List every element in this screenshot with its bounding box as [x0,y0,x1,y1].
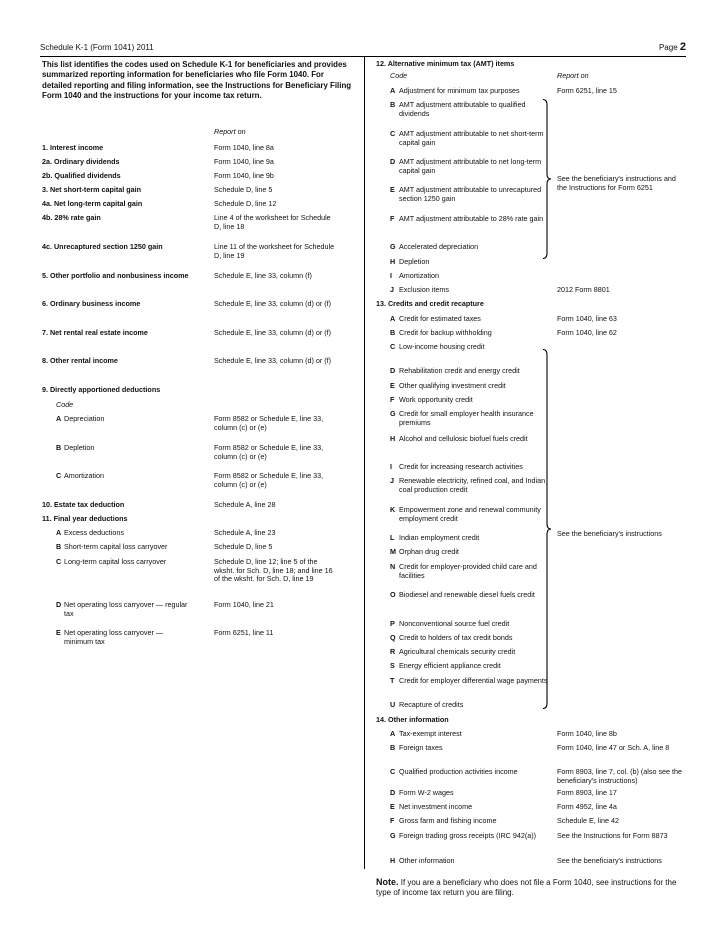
code-desc: Depletion [64,443,95,452]
note: Note. If you are a beneficiary who does not file a Form 1040, see instructions for the type of income tax return you are filing. [376,877,677,898]
code-desc: Credit for small employer health insurance premiums [399,409,534,427]
code-desc: AMT adjustment attributable to net long-term capital gain [399,157,542,175]
code-report: Form 1040, line 21 [214,600,274,609]
code-desc: Amortization [64,471,104,480]
report-on-heading: Report on [214,127,246,136]
code-desc: AMT adjustment attributable to unrecaptured section 1250 gain [399,185,542,203]
left-item-report: Schedule E, line 33, column (d) or (f) [214,299,332,308]
code-letter: A [390,86,396,95]
code-letter: C [390,129,396,138]
code-report: Form 1040, line 62 [557,328,617,337]
code-desc: Agricultural chemicals security credit [399,647,516,656]
code-letter: R [390,647,396,656]
code-desc: Credit for employer-provided child care and facilities [399,562,537,580]
code-letter: B [56,542,62,551]
code-desc: Qualified production activities income [399,767,518,776]
code-letter: Q [390,633,396,642]
code-letter: G [390,831,396,840]
code-letter: M [390,547,396,556]
left-item-report: Schedule E, line 33, column (f) [214,271,312,280]
code-letter: D [390,366,396,375]
code-letter: N [390,562,396,571]
left-item-label: 2b. Qualified dividends [42,171,121,180]
left-item-label: 9. Directly apportioned deductions [42,385,161,394]
left-item-label: 6. Ordinary business income [42,299,141,308]
code-letter: L [390,533,395,542]
left-item-label: 4b. 28% rate gain [42,213,101,222]
code-desc: Depreciation [64,414,105,423]
brace-note: See the beneficiary's instructions [557,529,662,538]
report-on-heading: Report on [557,71,589,80]
code-letter: F [390,214,395,223]
code-desc: AMT adjustment attributable to qualified dividends [399,100,526,118]
code-letter: H [390,434,396,443]
code-desc: Empowerment zone and renewal community employment credit [399,505,541,523]
code-letter: P [390,619,395,628]
code-desc: Foreign taxes [399,743,443,752]
code-letter: J [390,285,394,294]
left-item-label: 2a. Ordinary dividends [42,157,120,166]
code-desc: Gross farm and fishing income [399,816,497,825]
code-desc: Credit for backup withholding [399,328,492,337]
code-report: Form 4952, line 4a [557,802,617,811]
code-desc: Credit for increasing research activities [399,462,523,471]
code-desc: Depletion [399,257,430,266]
code-report: Form 8903, line 17 [557,788,617,797]
code-heading: Code [390,71,408,80]
code-desc: Credit to holders of tax credit bonds [399,633,513,642]
code-desc: AMT adjustment attributable to 28% rate gain [399,214,544,223]
left-item-label: 4c. Unrecaptured section 1250 gain [42,242,163,251]
code-letter: E [390,185,395,194]
left-item-report: Schedule D, line 12 [214,199,277,208]
section-title: 14. Other information [376,715,449,724]
code-report: Schedule D, line 12; line 5 of the wksht. for Sch. D, line 18; and line 16 of the wksht. for Sch. D, line 19 [214,557,333,584]
code-letter: F [390,816,395,825]
code-report: Form 6251, line 15 [557,86,617,95]
left-column [42,0,362,942]
code-report: Schedule A, line 23 [214,528,276,537]
code-report: Form 1040, line 63 [557,314,617,323]
left-item-report: Form 1040, line 9b [214,171,274,180]
code-desc: Energy efficient appliance credit [399,661,501,670]
code-report: 2012 Form 8801 [557,285,610,294]
left-item-label: 4a. Net long-term capital gain [42,199,143,208]
code-desc: Work opportunity credit [399,395,473,404]
code-desc: Foreign trading gross receipts (IRC 942(a)) [399,831,537,840]
code-report: Form 8582 or Schedule E, line 33, column (c) or (e) [214,443,324,461]
code-desc: Adjustment for minimum tax purposes [399,86,520,95]
code-letter: U [390,700,396,709]
code-desc: Credit for employer differential wage payments [399,676,548,685]
code-letter: B [390,100,396,109]
left-item-report: Line 11 of the worksheet for Schedule D, line 19 [214,242,335,260]
code-letter: C [390,342,396,351]
page-number: Page 2 [658,41,686,53]
credits-brace [542,349,552,709]
code-heading: Code [56,400,74,409]
code-letter: A [390,314,396,323]
code-desc: Nonconventional source fuel credit [399,619,510,628]
brace-note: See the beneficiary's instructions and the Instructions for Form 6251 [557,174,676,192]
code-letter: H [390,856,396,865]
code-report: Schedule E, line 42 [557,816,619,825]
code-letter: G [390,409,396,418]
left-item-label: 8. Other rental income [42,356,118,365]
code-desc: Indian employment credit [399,533,480,542]
code-letter: A [390,729,396,738]
code-letter: H [390,257,396,266]
left-item-report: Schedule E, line 33, column (d) or (f) [214,356,332,365]
form-title: Schedule K-1 (Form 1041) 2011 [40,43,154,52]
code-desc: Other qualifying investment credit [399,381,506,390]
left-item-label: 1. Interest income [42,143,104,152]
code-letter: E [390,381,395,390]
code-desc: Excess deductions [64,528,124,537]
left-item-report: Schedule E, line 33, column (d) or (f) [214,328,332,337]
code-letter: T [390,676,395,685]
code-letter: D [56,600,62,609]
code-letter: A [56,414,62,423]
code-report: See the Instructions for Form 8873 [557,831,668,840]
code-desc: Orphan drug credit [399,547,459,556]
left-item-label: 10. Estate tax deduction [42,500,125,509]
code-desc: Exclusion items [399,285,449,294]
code-letter: B [390,743,396,752]
code-desc: Net investment income [399,802,473,811]
code-desc: Renewable electricity, refined coal, and Indian coal production credit [399,476,546,494]
code-letter: F [390,395,395,404]
code-desc: Biodiesel and renewable diesel fuels credit [399,590,535,599]
code-letter: J [390,476,394,485]
left-item-label: 5. Other portfolio and nonbusiness income [42,271,189,280]
code-letter: E [390,802,395,811]
left-item-label: 11. Final year deductions [42,514,128,523]
left-item-label: 3. Net short-term capital gain [42,185,142,194]
code-report: Form 6251, line 11 [214,628,274,637]
code-desc: Net operating loss carryover — minimum tax [64,628,164,646]
code-letter: I [390,271,392,280]
code-desc: Tax-exempt interest [399,729,462,738]
code-report: Schedule D, line 5 [214,542,273,551]
code-letter: G [390,242,396,251]
left-item-report: Form 1040, line 9a [214,157,274,166]
code-desc: Credit for estimated taxes [399,314,481,323]
code-desc: Alcohol and cellulosic biofuel fuels credit [399,434,528,443]
code-letter: S [390,661,395,670]
section-title: 13. Credits and credit recapture [376,299,484,308]
column-divider [364,57,365,869]
left-item-report: Form 1040, line 8a [214,143,274,152]
code-letter: K [390,505,396,514]
code-letter: I [390,462,392,471]
right-column [376,0,688,942]
left-item-label: 7. Net rental real estate income [42,328,148,337]
code-letter: E [56,628,61,637]
code-report: Form 8582 or Schedule E, line 33, column (c) or (e) [214,414,324,432]
code-letter: C [56,557,62,566]
code-desc: AMT adjustment attributable to net short-term capital gain [399,129,544,147]
code-letter: A [56,528,62,537]
code-desc: Recapture of credits [399,700,464,709]
code-desc: Short-term capital loss carryover [64,542,168,551]
code-letter: C [390,767,396,776]
amt-brace [542,99,552,259]
left-item-report: Schedule D, line 5 [214,185,273,194]
code-letter: C [56,471,62,480]
code-desc: Low-income housing credit [399,342,485,351]
code-desc: Accelerated depreciation [399,242,479,251]
left-item-report: Schedule A, line 28 [214,500,276,509]
code-desc: Amortization [399,271,439,280]
left-item-report: Line 4 of the worksheet for Schedule D, line 18 [214,213,331,231]
code-desc: Form W-2 wages [399,788,454,797]
code-letter: B [390,328,396,337]
code-report: See the beneficiary's instructions [557,856,662,865]
code-desc: Net operating loss carryover — regular tax [64,600,188,618]
code-report: Form 1040, line 8b [557,729,617,738]
code-letter: B [56,443,62,452]
intro-text: This list identifies the codes used on Schedule K-1 for beneficiaries and provides summarized reporting information for beneficiaries who file Form 1040. For detailed reporting and filing information, see the Instructions for Beneficiary Filing Form 1040 and the instructions for your income tax return. [42,60,352,101]
code-letter: O [390,590,396,599]
section-title: 12. Alternative minimum tax (AMT) items [376,59,515,68]
code-desc: Rehabilitation credit and energy credit [399,366,520,375]
code-letter: D [390,157,396,166]
code-report: Form 8903, line 7, col. (b) (also see the beneficiary's instructions) [557,767,683,785]
code-report: Form 8582 or Schedule E, line 33, column (c) or (e) [214,471,324,489]
code-report: Form 1040, line 47 or Sch. A, line 8 [557,743,670,752]
code-desc: Other information [399,856,455,865]
code-desc: Long-term capital loss carryover [64,557,167,566]
code-letter: D [390,788,396,797]
